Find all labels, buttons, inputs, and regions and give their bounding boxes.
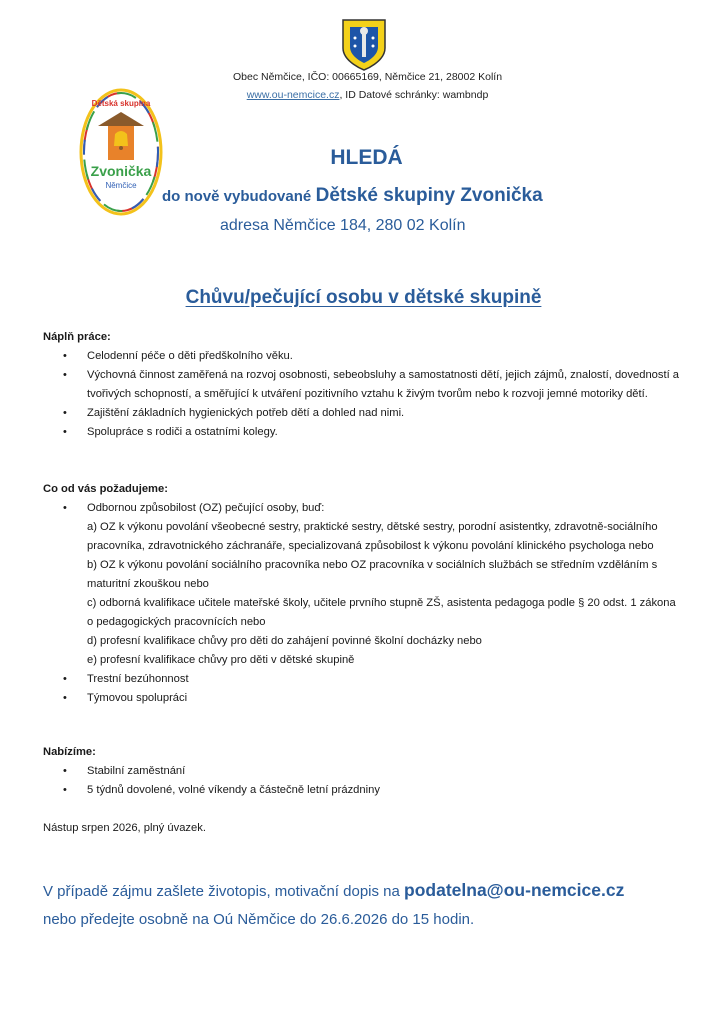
section-nabizime [43,743,683,800]
svg-text:Zvonička: Zvonička [90,163,152,179]
section-naplne [43,328,683,442]
list-item: • 5 týdnů dovolené, volné víkendy a částečně letní prázdniny [43,781,683,800]
list-item: • Trestní bezúhonnost [43,670,683,689]
contact-text: V případě zájmu zašlete životopis, motivační dopis na [43,883,405,900]
sub-item: e) profesní kvalifikace chůvy pro děti v dětské skupině [87,654,355,666]
sub-item: b) OZ k výkonu povolání sociálního pracovníka nebo OZ pracovníka v sociálních službách se středním vzděláním s maturitní zkouškou nebo [87,559,658,590]
section-heading: Nabízíme: [43,746,96,758]
subheading-small: do nově vybudované [162,188,312,205]
list-item: • Celodenní péče o děti předškolního věku. [43,347,683,366]
header-contact-line [5,89,725,101]
subheading-large: Dětské skupiny Zvonička [315,185,543,206]
list-item [43,499,683,670]
sub-item: a) OZ k výkonu povolání všeobecné sestry, praktické sestry, dětské sestry, porodní asistentky, zdravotně-sociálního pracovníka, zdravotnického záchranáře, specializovaná způsobilost k výkonu povolání klinického psychologa nebo [87,521,658,552]
header-address-line: Obec Němčice, IČO: 00665169, Němčice 21, 28002 Kolín [232,71,503,83]
section-pozadujeme [43,480,683,708]
sub-item: d) profesní kvalifikace chůvy pro děti do zahájení povinné školní docházky nebo [87,635,482,647]
contact-text-2: nebo předejte osobně na Oú Němčice do 26.6.2026 do 15 hodin. [43,911,475,928]
svg-text:Dětská skupina: Dětská skupina [91,99,151,108]
list-item: • Týmovou spolupráci [43,689,683,708]
start-date-text: Nástup srpen 2026, plný úvazek. [43,822,206,834]
contact-paragraph [43,876,693,934]
subheading [162,185,543,207]
section-heading: Co od vás požadujeme: [43,483,168,495]
address-line: adresa Němčice 184, 280 02 Kolín [220,217,466,234]
list-item-text: • Odbornou způsobilost (OZ) pečující osoby, buď: [87,502,325,514]
list-item: • Stabilní zaměstnání [43,762,683,781]
sub-item: c) odborná kvalifikace učitele mateřské školy, učitele prvního stupně ZŠ, asistenta pedagoga podle § 20 odst. 1 zákona o pedagogických pracovnících nebo [87,597,676,628]
municipality-crest-logo [341,18,387,72]
job-title: Chůvu/pečující osobu v dětské skupině [185,287,542,308]
databox-text: , ID Datové schránky: wambndp [339,89,489,101]
list-item: • Výchovná činnost zaměřená na rozvoj osobnosti, sebeobsluhy a samostatnosti dětí, jejich zájmů, znalostí, dovedností a tvořivých schopností, a směřující k utváření pozitivního vztahu k živým tvorům nebo k rozvoji jemné motoriky dětí. [43,366,683,404]
hleda-heading: HLEDÁ [330,146,403,169]
list-item: • Zajištění základních hygienických potřeb dětí a dohled nad nimi. [43,404,683,423]
section-heading: Náplň práce: [43,331,111,343]
website-link[interactable]: www.ou-nemcice.cz [246,89,340,101]
svg-text:Němčice: Němčice [105,181,137,190]
list-item: • Spolupráce s rodiči a ostatními kolegy. [43,423,683,442]
email-link[interactable]: podatelna@ou-nemcice.cz [404,880,625,900]
